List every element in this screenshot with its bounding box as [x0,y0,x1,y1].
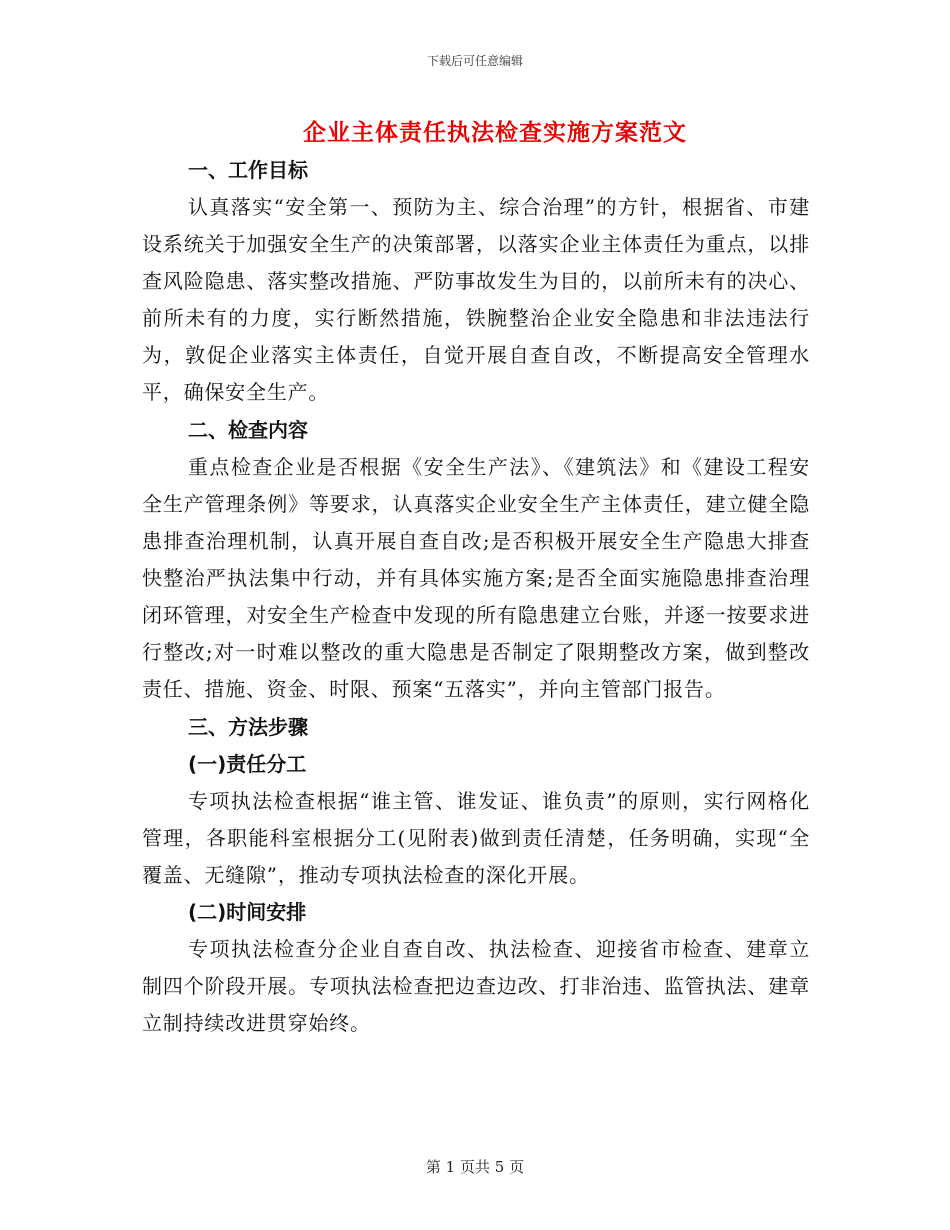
document-title: 企业主体责任执法检查实施方案范文 [303,119,687,146]
page-header-note: 下载后可任意编辑 [426,54,523,68]
section-paragraph-inspection-content: 重点检查企业是否根据《安全生产法》、《建筑法》和《建设工程安全生产管理条例》等要求，认真落实企业安全生产主体责任，建立健全隐患排查治理机制，认真开展自查自改;是否积极开展安全生产隐患大排查快整治严执法集中行动，并有具体实施方案;是否全面实施隐患排查治理闭环管理，对安全生产检查中发现的所有隐患建立台账，并逐一按要求进行整改;对一时难以整改的重大隐患是否制定了限期整改方案，做到整改责任、措施、资金、时限、预案“五落实”，并向主管部门报告。 [142,455,810,701]
section-heading-methods: 三、方法步骤 [188,715,308,739]
subsection-heading-schedule: (二)时间安排 [188,900,307,924]
subsection-paragraph-responsibility: 专项执法检查根据“谁主管、谁发证、谁负责”的原则，实行网格化管理，各职能科室根据分工(见附表)做到责任清楚，任务明确，实现“全覆盖、无缝隙”，推动专项执法检查的深化开展。 [142,789,810,887]
section-paragraph-goals: 认真落实“安全第一、预防为主、综合治理”的方针，根据省、市建设系统关于加强安全生产的决策部署，以落实企业主体责任为重点，以排查风险隐患、落实整改措施、严防事故发生为目的，以前所未有的决心、前所未有的力度，实行断然措施，铁腕整治企业安全隐患和非法违法行为，敦促企业落实主体责任，自觉开展自查自改，不断提高安全管理水平，确保安全生产。 [142,195,810,404]
document-body [142,152,810,1042]
page-footer-number: 第 1 页共 5 页 [425,1158,525,1176]
section-heading-goals: 一、工作目标 [188,158,308,182]
section-heading-inspection-content: 二、检查内容 [188,418,308,442]
subsection-paragraph-schedule: 专项执法检查分企业自查自改、执法检查、迎接省市检查、建章立制四个阶段开展。专项执法检查把边查边改、打非治违、监管执法、建章立制持续改进贯穿始终。 [142,937,810,1035]
subsection-heading-responsibility: (一)责任分工 [188,752,307,776]
